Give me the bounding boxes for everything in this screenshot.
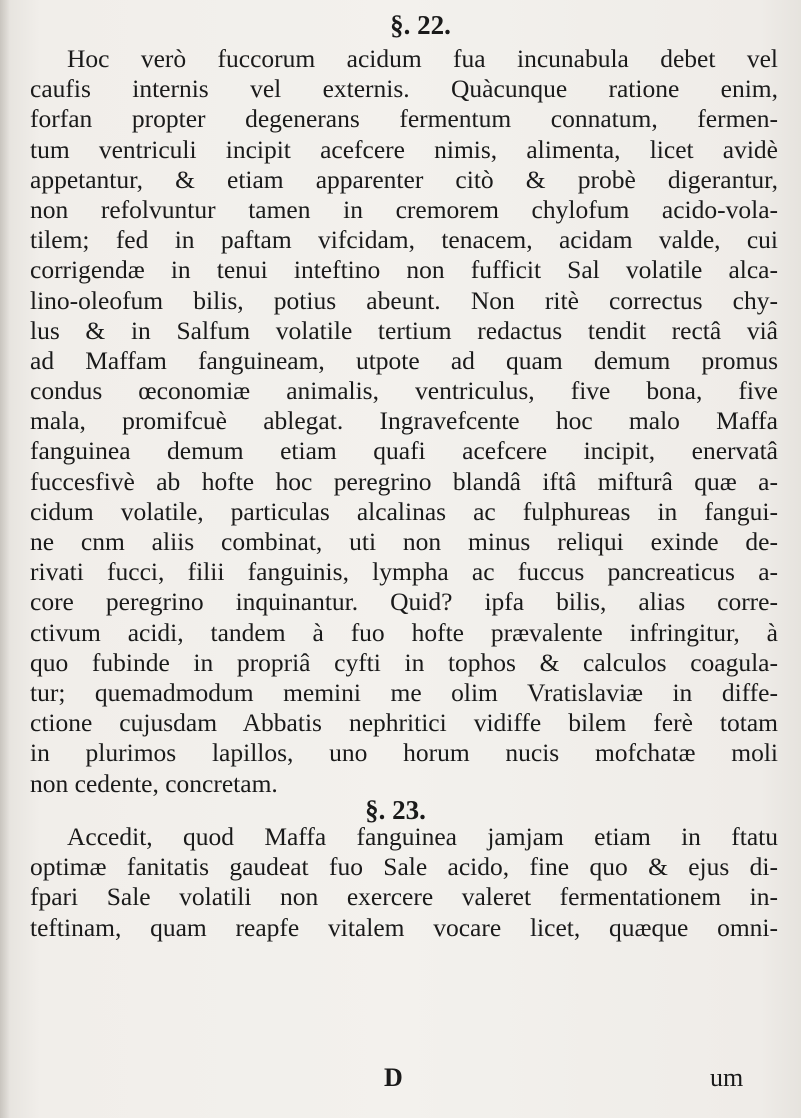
text-line: Hoc verò fuccorum acidum fua incunabula debet vel	[67, 44, 778, 73]
text-line: tur; quemadmodum memini me olim Vratislaviæ in diffe-	[30, 677, 778, 707]
paragraph-1	[30, 44, 778, 799]
text-line: optimæ fanitatis gaudeat fuo Sale acido, fine quo & ejus di-	[30, 852, 778, 882]
section-number-22: §. 22.	[390, 10, 451, 40]
text-line: fanguinea demum etiam quafi acefcere incipit, enervatâ	[30, 436, 778, 466]
catchword: um	[710, 1063, 744, 1092]
signature-mark: D	[384, 1063, 403, 1092]
text-line: fuccesfivè ab hofte hoc peregrino blandâ iftâ mifturâ quæ a-	[30, 466, 778, 496]
section-number-23: §. 23.	[365, 795, 426, 825]
paragraph-2	[30, 822, 778, 943]
text-line: ad Maffam fanguineam, utpote ad quam demum promus	[30, 345, 778, 375]
text-line: forfan propter degenerans fermentum connatum, fermen-	[30, 104, 778, 134]
text-line: rivati fucci, filii fanguinis, lympha ac fuccus pancreaticus a-	[30, 557, 778, 587]
text-line: corrigendæ in tenui inteftino non fufficit Sal volatile alca-	[30, 255, 778, 285]
text-line: ctivum acidi, tandem à fuo hofte prævalente infringitur, à	[30, 617, 778, 647]
text-line: tilem; fed in paftam vifcidam, tenacem, acidam valde, cui	[30, 225, 778, 255]
text-line: lus & in Salfum volatile tertium redactus tendit rectâ viâ	[30, 315, 778, 345]
text-line: fpari Sale volatili non exercere valeret fermentationem in-	[30, 882, 778, 912]
text-line: non cedente, concretam.	[30, 768, 278, 798]
text-line: lino-oleofum bilis, potius abeunt. Non ritè correctus chy-	[30, 285, 778, 315]
text-line: cidum volatile, particulas alcalinas ac fulphureas in fangui-	[30, 496, 778, 526]
text-line: in plurimos lapillos, uno horum nucis mofchatæ moli	[30, 738, 778, 768]
page-footer	[0, 1063, 801, 1093]
text-line: quo fubinde in propriâ cyfti in tophos & calculos coagula-	[30, 647, 778, 677]
text-line: tum ventriculi incipit acefcere nimis, alimenta, licet avidè	[30, 134, 778, 164]
text-line: condus œconomiæ animalis, ventriculus, five bona, five	[30, 376, 778, 406]
text-line: mala, promifcuè ablegat. Ingravefcente hoc malo Maffa	[30, 406, 778, 436]
text-line: caufis internis vel externis. Quàcunque ratione enim,	[30, 74, 778, 104]
text-line: appetantur, & etiam apparenter citò & probè digerantur,	[30, 164, 778, 194]
text-line: teftinam, quam reapfe vitalem vocare licet, quæque omni-	[30, 912, 778, 942]
text-line: core peregrino inquinantur. Quid? ipfa bilis, alias corre-	[30, 587, 778, 617]
text-line: non refolvuntur tamen in cremorem chylofum acido-vola-	[30, 194, 778, 224]
text-line: ctione cujusdam Abbatis nephritici vidiffe bilem ferè totam	[30, 708, 778, 738]
text-line: Accedit, quod Maffa fanguinea jamjam etiam in ftatu	[67, 822, 778, 851]
page-fold-shadow	[0, 0, 10, 1118]
text-line: ne cnm aliis combinat, uti non minus reliqui exinde de-	[30, 527, 778, 556]
